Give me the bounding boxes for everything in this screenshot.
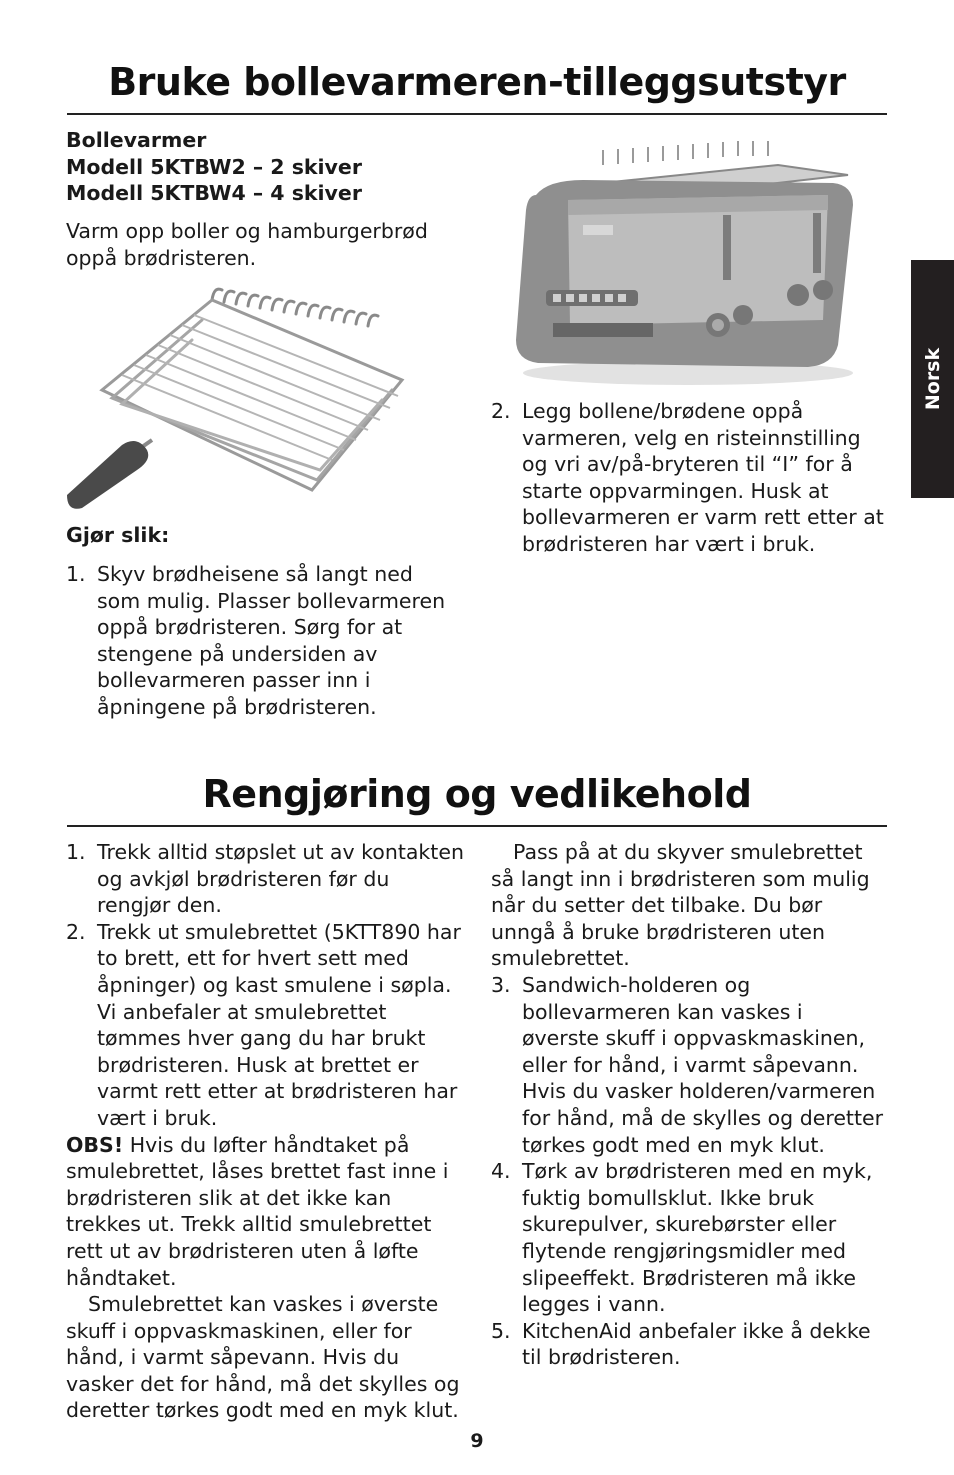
step-number: 2. xyxy=(66,919,86,944)
step-text: Trekk alltid støpslet ut av kontakten og avkjøl brødristeren før du rengjør den. xyxy=(97,840,464,918)
page-number: 9 xyxy=(470,1430,484,1452)
step-text: Tørk av brødristeren med en myk, fuktig bomullsklut. Ikke bruk skurepulver, skurebørster eller flytende rengjøringsmidler med slipeeffekt. Brødristeren må ikke legges i vann. xyxy=(522,1159,873,1317)
howto-heading: Gjør slik: xyxy=(66,523,170,547)
cleaning-left-column xyxy=(66,839,466,1424)
paragraph: Smulebrettet kan vaskes i øverste skuff i oppvaskmaskinen, eller for hånd, i varmt såpevann. Hvis du vasker det for hånd, må det skylles og deretter tørkes godt med en myk klut. xyxy=(66,1292,460,1423)
step-number: 3. xyxy=(491,972,511,997)
section-title-cleaning: Rengjøring og vedlikehold xyxy=(202,772,752,816)
list-item xyxy=(491,972,886,1158)
section-title-bun-warmer: Bruke bollevarmeren-tilleggsutstyr xyxy=(108,60,846,104)
model-4-slice: Modell 5KTBW4 – 4 skiver xyxy=(66,181,362,206)
title-rule xyxy=(67,113,887,115)
step-number: 1. xyxy=(66,840,86,864)
list-item xyxy=(66,919,466,1132)
list-item xyxy=(491,1318,886,1371)
step-number: 5. xyxy=(491,1318,511,1343)
language-tab xyxy=(911,260,954,498)
bun-warmer-rack-illustration xyxy=(62,280,412,510)
step-text: Sandwich-holderen og bollevarmeren kan vaskes i øverste skuff i oppvaskmaskinen, eller for hånd, i varmt såpevann. Hvis du vasker holderen/varmeren for hånd, må de skylles og deretter tørkes godt med en myk klut. xyxy=(522,972,884,1157)
language-tab-label: Norsk xyxy=(921,347,944,411)
paragraph: Pass på at du skyver smulebrettet så langt inn i brødristeren som mulig når du setter det tilbake. Du bør unngå å bruke brødristeren uten smulebrettet. xyxy=(491,840,870,971)
list-item xyxy=(66,561,461,721)
list-item xyxy=(491,398,886,558)
step-number: 2. xyxy=(491,399,511,423)
cleaning-right-column xyxy=(491,839,886,1371)
intro-text: Varm opp boller og hamburgerbrød oppå brødristeren. xyxy=(66,219,428,270)
product-info xyxy=(66,127,486,207)
step-text: Trekk ut smulebrettet (5KTT890 har to brett, ett for hvert sett med åpninger) og kast smulene i søpla. Vi anbefaler at smulebrettet tømmes hver gang du har brukt brødristeren. Husk at brettet er varmt rett etter at brødristeren har vært i bruk. xyxy=(97,919,461,1130)
step-number: 4. xyxy=(491,1159,511,1184)
product-name: Bollevarmer xyxy=(66,128,207,152)
step-text: Legg bollene/brødene oppå varmeren, velg en risteinnstilling og vri av/på-bryteren til “I” for å starte oppvarmingen. Husk at bollevarmeren er varm rett etter at brødristeren har vært i bruk. xyxy=(522,399,884,556)
step-number: 1. xyxy=(66,562,86,586)
step-text: KitchenAid anbefaler ikke å dekke til brødristeren. xyxy=(522,1318,871,1370)
obs-note xyxy=(66,1132,466,1292)
toaster-with-bun-warmer-illustration xyxy=(508,135,863,390)
list-item xyxy=(66,839,466,919)
model-2-slice: Modell 5KTBW2 – 2 skiver xyxy=(66,154,362,179)
step-text: Skyv brødheisene så langt ned som mulig. Plasser bollevarmeren oppå brødristeren. Sørg for at stengene på undersiden av bollevarmeren passer inn i åpningene på brødristeren. xyxy=(97,562,446,719)
obs-label: OBS! xyxy=(66,1132,124,1157)
obs-text: Hvis du løfter håndtaket på smulebrettet, låses brettet fast inne i brødristeren slik at det ikke kan trekkes ut. Trekk alltid smulebrettet rett ut av brødristeren uten å løfte håndtaket. xyxy=(66,1132,449,1290)
title-rule xyxy=(67,825,887,827)
list-item xyxy=(491,1158,886,1318)
